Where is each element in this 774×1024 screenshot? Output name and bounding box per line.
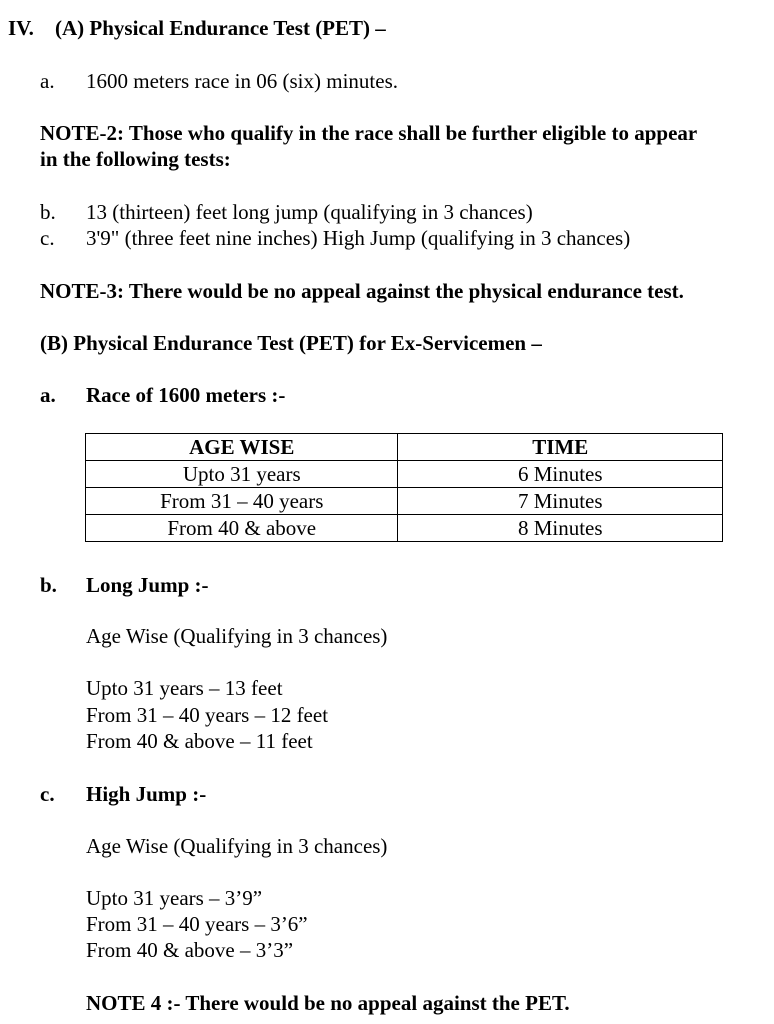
long-jump-subtitle: Age Wise (Qualifying in 3 chances) (86, 624, 388, 648)
high-jump-subtitle: Age Wise (Qualifying in 3 chances) (86, 834, 388, 858)
time-cell: 7 Minutes (398, 488, 723, 515)
age-cell: Upto 31 years (86, 461, 398, 488)
section-number: IV. (8, 16, 34, 40)
list-marker: c. (40, 226, 55, 250)
list-marker: a. (40, 69, 55, 93)
note-2-line-1: NOTE-2: Those who qualify in the race shall be further eligible to appear (40, 121, 698, 145)
page-title: (A) Physical Endurance Test (PET) – (55, 16, 386, 40)
table-header-row (86, 434, 723, 461)
age-cell: From 31 – 40 years (86, 488, 398, 515)
long-jump-line: Upto 31 years – 13 feet (86, 676, 283, 700)
time-cell: 8 Minutes (398, 515, 723, 542)
age-cell: From 40 & above (86, 515, 398, 542)
note-2-line-2: in the following tests: (40, 147, 231, 171)
list-item: 1600 meters race in 06 (six) minutes. (86, 69, 399, 93)
high-jump-line: From 31 – 40 years – 3’6” (86, 912, 308, 936)
race-title: Race of 1600 meters :- (86, 383, 286, 407)
long-jump-line: From 31 – 40 years – 12 feet (86, 703, 329, 727)
note-3: NOTE-3: There would be no appeal against the physical endurance test. (40, 279, 684, 303)
column-header-time: TIME (398, 434, 723, 461)
high-jump-line: Upto 31 years – 3’9” (86, 886, 263, 910)
table-row (86, 488, 723, 515)
high-jump-title: High Jump :- (86, 782, 207, 806)
list-item: 13 (thirteen) feet long jump (qualifying in 3 chances) (86, 200, 533, 224)
table-row (86, 461, 723, 488)
list-marker: a. (40, 383, 56, 407)
note-4: NOTE 4 :- There would be no appeal against the PET. (86, 991, 570, 1015)
table-row (86, 515, 723, 542)
list-item: 3'9" (three feet nine inches) High Jump (qualifying in 3 chances) (86, 226, 631, 250)
list-marker: b. (40, 200, 56, 224)
race-time-table (85, 433, 723, 542)
list-marker: b. (40, 573, 57, 597)
section-b-title: (B) Physical Endurance Test (PET) for Ex-Servicemen – (40, 331, 542, 355)
time-cell: 6 Minutes (398, 461, 723, 488)
long-jump-title: Long Jump :- (86, 573, 209, 597)
list-marker: c. (40, 782, 55, 806)
high-jump-line: From 40 & above – 3’3” (86, 938, 294, 962)
long-jump-line: From 40 & above – 11 feet (86, 729, 313, 753)
column-header-age: AGE WISE (86, 434, 398, 461)
